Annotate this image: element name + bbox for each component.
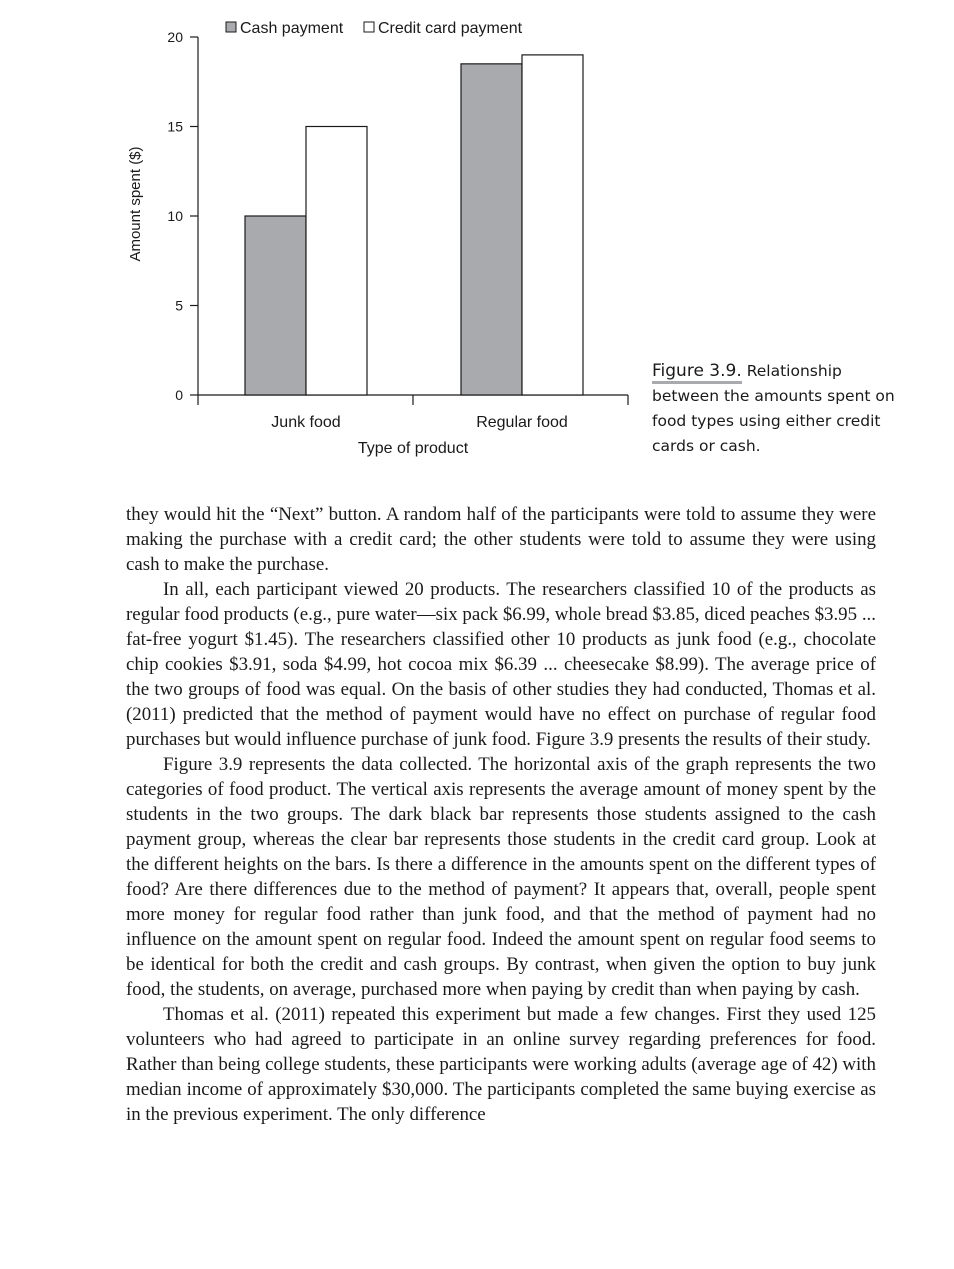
legend-swatch: [364, 22, 374, 32]
bar-credit-card-payment-regular-food: [522, 55, 583, 395]
x-axis-label: Type of product: [357, 440, 469, 457]
chart-legend: [226, 20, 523, 37]
x-tick-label: Junk food: [271, 414, 341, 431]
paragraph-4: Thomas et al. (2011) repeated this experiment but made a few changes. First they used 125 volunteers who had agreed to participate in an online survey regarding preferences for food. Rather than being college students, these participants were working adults (average age of 42) with median income of approximately $30,000. The participants completed the same buying exercise as in the previous experiment. The only difference: [126, 1004, 876, 1125]
paragraph-1: they would hit the “Next” button. A random half of the participants were told to assume they were making the purchase with a credit card; the other students were told to assume they were using cash to make the purchase.: [126, 504, 876, 575]
paragraph-2: In all, each participant viewed 20 products. The researchers classified 10 of the products as regular food products (e.g., pure water—six pack $6.99, whole bread $3.85, diced peaches $3.95 ... fat-free yogurt $1.45). The researchers classified other 10 products as junk food (e.g., chocolate chip cookies $3.91, soda $4.99, hot cocoa mix $6.39 ... cheesecake $8.99). The average price of the two groups of food was equal. On the basis of other studies they had conducted, Thomas et al. (2011) predicted that the method of payment would have no effect on purchase of regular food purchases but would influence purchase of junk food. Figure 3.9 presents the results of their study.: [126, 579, 876, 750]
legend-swatch: [226, 22, 236, 32]
y-tick-label: 5: [175, 297, 183, 314]
figure-caption: [652, 359, 912, 459]
bar-credit-card-payment-junk-food: [306, 127, 367, 396]
legend-label: Cash payment: [240, 20, 344, 37]
bars: [245, 55, 583, 395]
y-tick-label: 10: [167, 208, 183, 224]
y-axis: [167, 29, 198, 403]
y-tick-label: 20: [167, 29, 183, 45]
bar-cash-payment-junk-food: [245, 216, 306, 395]
legend-label: Credit card payment: [378, 20, 523, 37]
y-tick-label: 0: [175, 387, 183, 403]
x-tick-label: Regular food: [476, 414, 568, 431]
x-axis: [198, 395, 628, 431]
paragraph-3: Figure 3.9 represents the data collected. The horizontal axis of the graph represents the two categories of food product. The vertical axis represents the average amount of money spent by the students in the two groups. The dark black bar represents those students assigned to the cash payment group, whereas the clear bar represents those students in the credit card group. Look at the different heights on the bars. Is there a difference in the amounts spent on the different types of food? Are there differences due to the method of payment? It appears that, overall, people spent more money for regular food rather than junk food, and that the method of payment had no influence on the amount spent on regular food. Indeed the amount spent on regular food seems to be identical for both the credit and cash groups. By contrast, when given the option to buy junk food, the students, on average, purchased more when paying by credit than when paying by cash.: [126, 754, 876, 1000]
y-tick-label: 15: [167, 118, 183, 135]
figure-label: Figure 3.9.: [652, 361, 742, 384]
bar-cash-payment-regular-food: [461, 64, 522, 395]
y-axis-label: Amount spent ($): [127, 146, 144, 262]
figure-caption-text: Relationship between the amounts spent on food types using either credit cards or cash.: [652, 362, 895, 455]
body-text: [126, 502, 876, 1127]
